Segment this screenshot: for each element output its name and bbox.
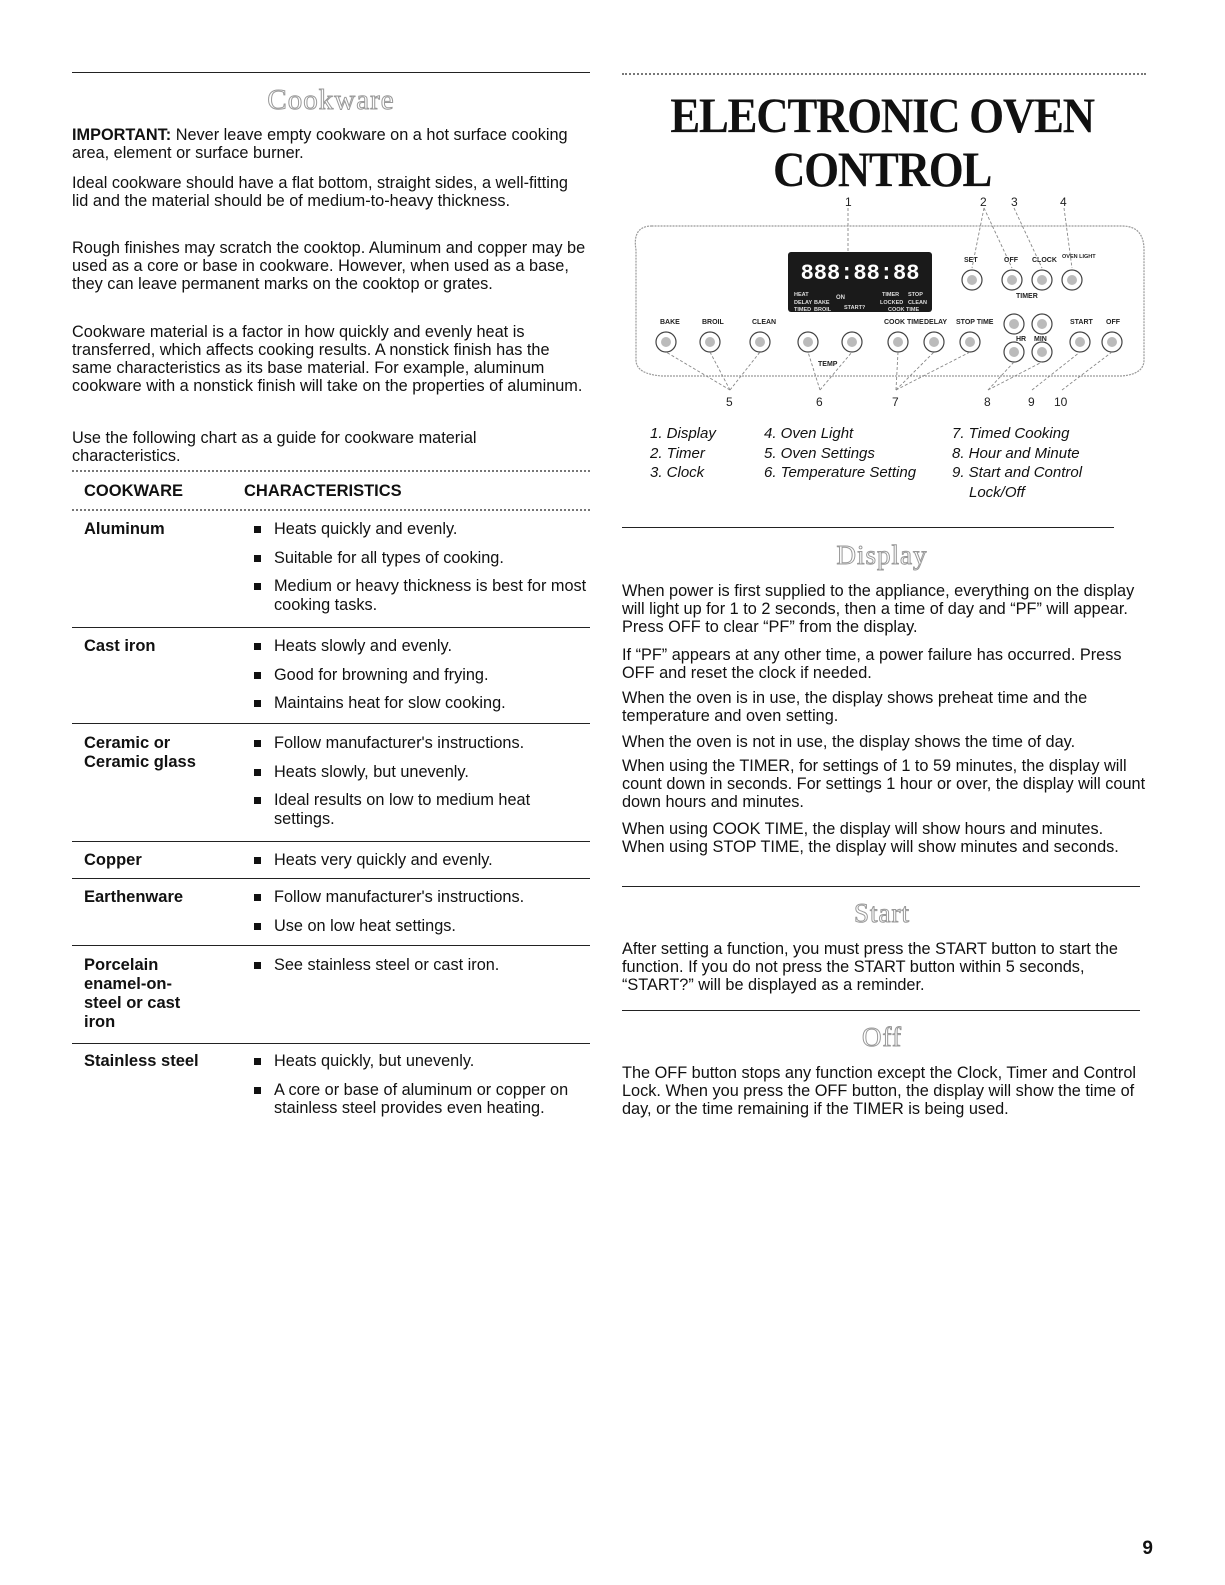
callout-number: 9 bbox=[1028, 395, 1035, 409]
list-item-text: A core or base of aluminum or copper on stainless steel provides even heating. bbox=[274, 1080, 569, 1117]
off-paragraph: The OFF button stops any function except the Clock, Timer and Control Lock. When you press the OFF button, the display will show the time of day, or the time remaining if the TIMER is being used. bbox=[622, 1064, 1137, 1118]
legend-item: 6. Temperature Setting bbox=[764, 464, 917, 481]
display-label: LOCKED bbox=[880, 300, 904, 306]
list-item-text: Follow manufacturer's instructions. bbox=[274, 888, 525, 906]
title-line: CONTROL bbox=[772, 141, 992, 197]
callout-number: 2 bbox=[980, 195, 987, 209]
callout-number: 7 bbox=[892, 395, 899, 409]
list-item-text: Heats very quickly and evenly. bbox=[274, 851, 493, 869]
bullet bbox=[254, 700, 261, 707]
panel-label: START bbox=[1070, 319, 1093, 326]
list-item-text: Ideal results on low to medium heat settings. bbox=[274, 791, 531, 828]
oven-control-panel-diagram bbox=[622, 192, 1162, 414]
row-divider bbox=[72, 878, 590, 879]
list-item bbox=[242, 956, 587, 975]
display-label: CLEAN bbox=[908, 300, 927, 306]
callout-number: 4 bbox=[1060, 195, 1067, 209]
display-label: START? bbox=[844, 305, 866, 311]
list-item bbox=[242, 1081, 587, 1118]
cookware-name: Porcelain enamel-on-steel or cast iron bbox=[84, 956, 181, 1031]
display-paragraph: When the oven is not in use, the display shows the time of day. bbox=[622, 733, 1076, 751]
panel-label: OFF bbox=[1106, 319, 1120, 326]
section-rule bbox=[622, 527, 1114, 528]
list-item bbox=[242, 1052, 587, 1071]
bullet bbox=[254, 555, 261, 562]
row-divider bbox=[72, 945, 590, 946]
important-text: Never leave empty cookware on a hot surface cooking area, element or surface burner. bbox=[72, 126, 568, 162]
panel-label: COOK TIME bbox=[884, 319, 924, 326]
section-rule bbox=[622, 886, 1140, 887]
callout-number: 5 bbox=[726, 395, 733, 409]
row-divider bbox=[72, 1043, 590, 1044]
panel-label: STOP TIME bbox=[956, 319, 994, 326]
cookware-paragraph: Rough finishes may scratch the cooktop. Aluminum and copper may be used as a core or base in cookware. However, when used as a base, they can leave permanent marks on the cooktop or grates. bbox=[72, 239, 586, 293]
list-item-text: See stainless steel or cast iron. bbox=[274, 956, 500, 974]
panel-label: CLEAN bbox=[752, 319, 777, 326]
characteristics-list bbox=[242, 520, 587, 624]
list-item bbox=[242, 520, 587, 539]
list-item-text: Suitable for all types of cooking. bbox=[274, 548, 504, 567]
characteristics-list bbox=[242, 851, 587, 880]
panel-label: CLOCK bbox=[1032, 257, 1057, 264]
panel-label: BROIL bbox=[702, 319, 724, 326]
characteristics-list bbox=[242, 1052, 587, 1128]
list-item bbox=[242, 694, 587, 713]
important-note bbox=[72, 126, 587, 162]
title-line: ELECTRONIC OVEN bbox=[670, 87, 1094, 143]
list-item-text: Heats slowly and evenly. bbox=[274, 637, 452, 655]
list-item-text: Heats quickly and evenly. bbox=[274, 520, 458, 538]
panel-label: BAKE bbox=[660, 319, 680, 326]
list-item bbox=[242, 734, 587, 753]
table-header-characteristics: CHARACTERISTICS bbox=[244, 482, 402, 500]
cookware-name: Copper bbox=[84, 851, 142, 869]
list-item bbox=[242, 637, 587, 656]
list-item-text: Medium or heavy thickness is best for most cooking tasks. bbox=[274, 577, 587, 614]
list-item bbox=[242, 851, 587, 870]
row-divider bbox=[72, 627, 590, 628]
display-label: COOK TIME bbox=[888, 307, 920, 313]
top-rule bbox=[622, 73, 1146, 75]
display-label: ON bbox=[836, 295, 845, 301]
callout-number: 8 bbox=[984, 395, 991, 409]
panel-label: HR bbox=[1016, 336, 1027, 343]
bullet bbox=[254, 740, 261, 747]
legend-item: 5. Oven Settings bbox=[764, 444, 875, 462]
legend-item: 7. Timed Cooking bbox=[952, 425, 1070, 442]
callout-number: 3 bbox=[1011, 195, 1018, 209]
list-item-text: Maintains heat for slow cooking. bbox=[274, 694, 506, 712]
section-rule bbox=[622, 1010, 1140, 1011]
bullet bbox=[254, 643, 261, 650]
cookware-paragraph: Cookware material is a factor in how quickly and evenly heat is transferred, which affects cooking results. A nonstick finish has the same characteristics as its base material. For example, aluminum cookware with a nonstick finish will take on the properties of aluminum. bbox=[72, 323, 583, 395]
page-title bbox=[630, 88, 1134, 196]
legend-column bbox=[650, 424, 770, 483]
display-label: BROIL bbox=[814, 307, 832, 313]
legend-item: 9. Start and Control Lock/Off bbox=[952, 464, 1083, 501]
legend-column bbox=[764, 424, 944, 483]
list-item-text: Good for browning and frying. bbox=[274, 665, 489, 684]
list-item-text: Follow manufacturer's instructions. bbox=[274, 734, 525, 752]
cookware-name: Cast iron bbox=[84, 637, 156, 655]
display-label: HEAT bbox=[794, 292, 809, 298]
bullet bbox=[254, 672, 261, 679]
legend-item: 8. Hour and Minute bbox=[952, 444, 1080, 462]
row-divider bbox=[72, 841, 590, 842]
list-item bbox=[242, 577, 587, 614]
table-header-rule bbox=[72, 509, 590, 511]
bullet bbox=[254, 857, 261, 864]
start-heading: Start bbox=[854, 898, 910, 928]
legend-item: 3. Clock bbox=[650, 464, 705, 481]
display-paragraph: When using the TIMER, for settings of 1 to 59 minutes, the display will count down in seconds. For settings 1 hour or over, the display will count down hours and minutes. bbox=[622, 757, 1146, 811]
cookware-paragraph: Ideal cookware should have a flat bottom, straight sides, a well-fitting lid and the material should be of medium-to-heavy thickness. bbox=[72, 174, 568, 210]
start-paragraph: After setting a function, you must press the START button to start the function. If you do not press the START button within 5 seconds, “START?” will be displayed as a reminder. bbox=[622, 940, 1118, 994]
top-rule bbox=[72, 72, 590, 73]
table-top-rule bbox=[72, 470, 590, 472]
bullet bbox=[254, 769, 261, 776]
list-item-text: Heats slowly, but unevenly. bbox=[274, 762, 469, 781]
cookware-heading: Cookware bbox=[267, 84, 395, 116]
panel-label: OVEN LIGHT bbox=[1062, 254, 1096, 260]
display-label: TIMED bbox=[794, 307, 812, 313]
legend-item: 2. Timer bbox=[650, 444, 705, 462]
cookware-name: Stainless steel bbox=[84, 1052, 199, 1070]
display-label: BAKE bbox=[814, 300, 830, 306]
legend-item: 1. Display bbox=[650, 425, 716, 442]
bullet bbox=[254, 894, 261, 901]
panel-label: OFF bbox=[1004, 257, 1018, 264]
callout-number: 1 bbox=[845, 195, 852, 209]
display-label: TIMER bbox=[882, 292, 900, 298]
list-item bbox=[242, 666, 587, 685]
bullet bbox=[254, 962, 261, 969]
display-digits: 888:88:88 bbox=[800, 261, 920, 286]
page-number: 9 bbox=[1142, 1538, 1153, 1559]
list-item bbox=[242, 549, 587, 568]
panel-label: TIMER bbox=[1016, 293, 1038, 300]
list-item bbox=[242, 917, 587, 936]
legend-item: 4. Oven Light bbox=[764, 425, 854, 442]
list-item-text: Heats quickly, but unevenly. bbox=[274, 1052, 475, 1070]
row-divider bbox=[72, 723, 590, 724]
bullet bbox=[254, 797, 261, 804]
display-paragraph: When the oven is in use, the display shows preheat time and the temperature and oven setting. bbox=[622, 689, 1088, 725]
important-label: IMPORTANT: bbox=[72, 126, 172, 144]
panel-label: DELAY bbox=[924, 319, 948, 326]
characteristics-list bbox=[242, 956, 587, 985]
cookware-name: Ceramic or Ceramic glass bbox=[84, 734, 196, 771]
display-paragraph: If “PF” appears at any other time, a power failure has occurred. Press OFF and reset the clock if needed. bbox=[622, 646, 1122, 682]
table-header-cookware: COOKWARE bbox=[84, 482, 183, 500]
display-paragraph: When power is first supplied to the appliance, everything on the display will light up for 1 to 2 seconds, then a time of day and “PF” will appear. Press OFF to clear “PF” from the display. bbox=[622, 582, 1135, 636]
panel-label: SET bbox=[964, 257, 978, 264]
bullet bbox=[254, 583, 261, 590]
cookware-name: Earthenware bbox=[84, 888, 184, 906]
panel-label: TEMP bbox=[818, 361, 838, 368]
list-item bbox=[242, 763, 587, 782]
bullet bbox=[254, 923, 261, 930]
characteristics-list bbox=[242, 734, 587, 838]
legend-column bbox=[952, 424, 1112, 502]
cookware-name: Aluminum bbox=[84, 520, 165, 538]
characteristics-list bbox=[242, 888, 587, 945]
off-heading: Off bbox=[862, 1022, 902, 1052]
list-item bbox=[242, 791, 587, 828]
display-label: STOP bbox=[908, 292, 923, 298]
characteristics-list bbox=[242, 637, 587, 723]
panel-label: MIN bbox=[1034, 336, 1047, 343]
list-item-text: Use on low heat settings. bbox=[274, 916, 456, 935]
display-heading: Display bbox=[836, 540, 928, 570]
callout-number: 10 bbox=[1054, 395, 1068, 409]
list-item bbox=[242, 888, 587, 907]
display-paragraph: When using COOK TIME, the display will show hours and minutes. When using STOP TIME, the display will show minutes and seconds. bbox=[622, 820, 1119, 856]
bullet bbox=[254, 1058, 261, 1065]
callout-number: 6 bbox=[816, 395, 823, 409]
display-label: DELAY bbox=[794, 300, 813, 306]
bullet bbox=[254, 526, 261, 533]
cookware-paragraph: Use the following chart as a guide for cookware material characteristics. bbox=[72, 429, 477, 465]
bullet bbox=[254, 1087, 261, 1094]
